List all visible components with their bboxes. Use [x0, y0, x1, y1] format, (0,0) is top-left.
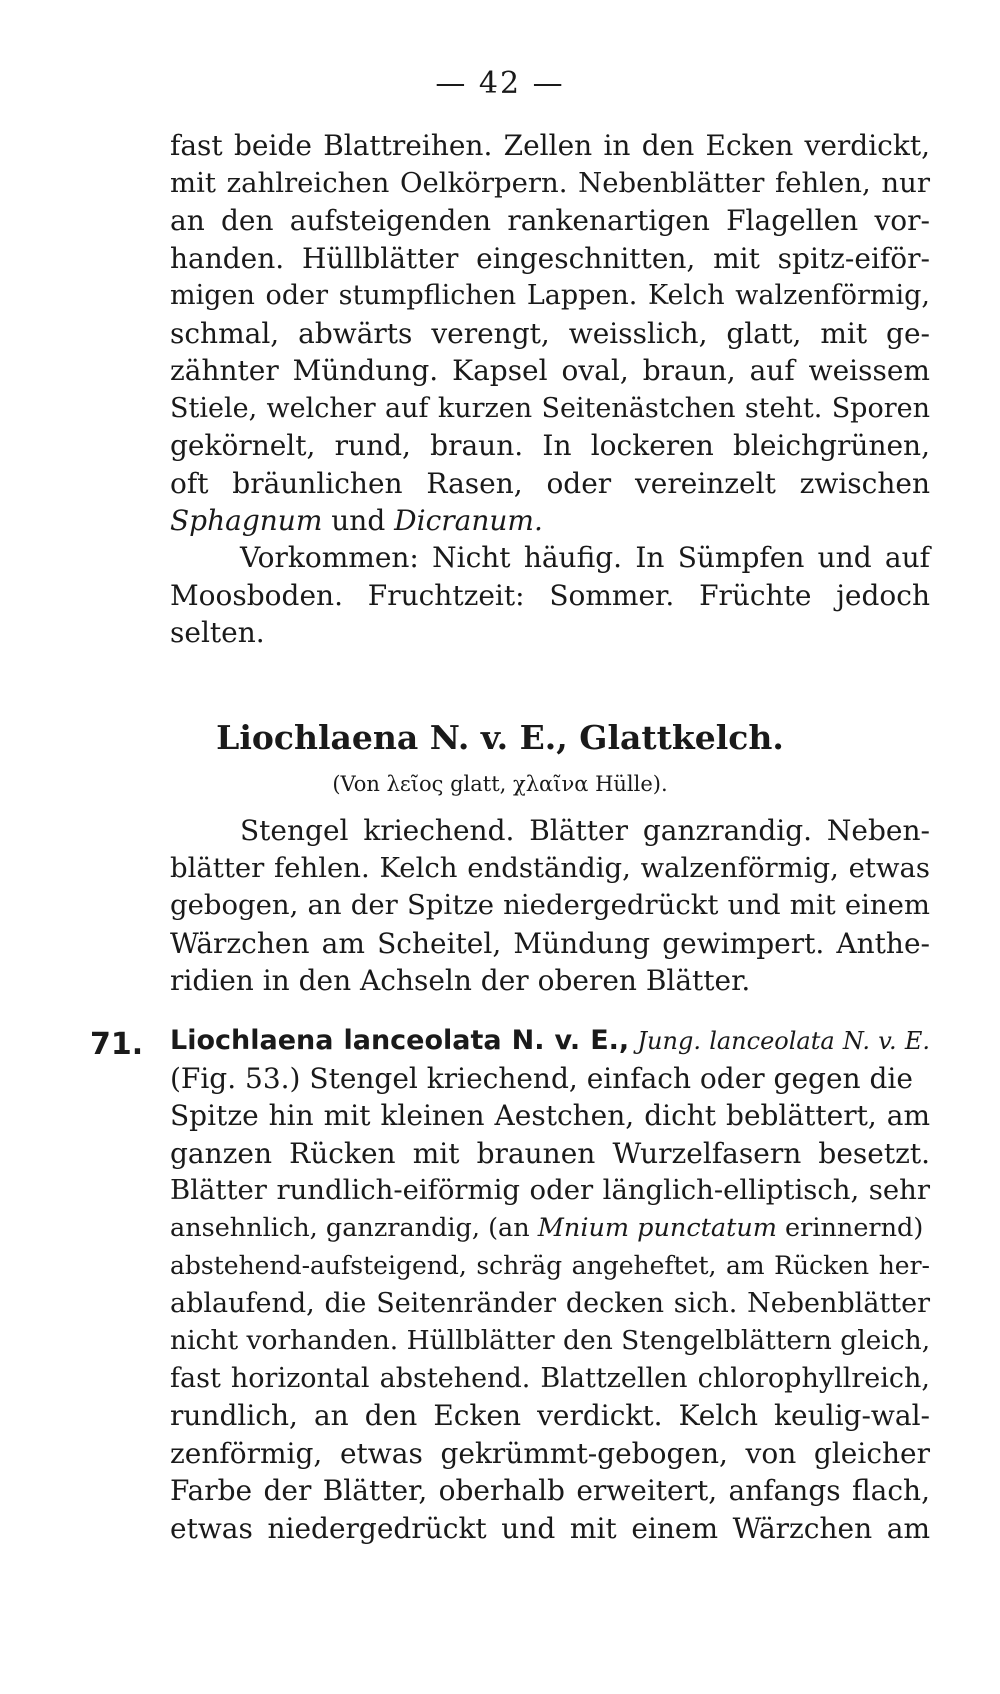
text-line — [170, 502, 930, 540]
species-entry — [170, 1022, 930, 1547]
text-line: Wärzchen am Scheitel, Mündung gewimpert. Anthe- — [170, 926, 930, 960]
text-line: selten. — [170, 616, 265, 649]
text-line: zenförmig, etwas gekrümmt-gebogen, von gleicher — [170, 1436, 930, 1470]
species-synonym: Jung. lanceolata N. v. E. — [637, 1027, 930, 1055]
text-line: mit zahlreichen Oelkörpern. Nebenblätter fehlen, nur — [170, 166, 930, 199]
text-line: Farbe der Blätter, oberhalb erweitert, anfangs flach, — [170, 1474, 930, 1507]
taxon-italic: Sphagnum — [170, 504, 323, 537]
paragraph-continuation — [170, 127, 930, 540]
text-line: Stiele, welcher auf kurzen Seitenästchen steht. Sporen — [170, 392, 930, 424]
genus-etymology: (Von λεῖος glatt, χλαῖνα Hülle). — [332, 772, 668, 796]
text-line: migen oder stumpflichen Lappen. Kelch walzenförmig, — [170, 280, 930, 311]
text-line: Vorkommen: Nicht häufig. In Sümpfen und auf — [240, 541, 930, 574]
text-line: Blätter rundlich-eiförmig oder länglich-elliptisch, sehr — [170, 1174, 930, 1206]
text-line: ablaufend, die Seitenränder decken sich. Nebenblätter — [170, 1287, 930, 1319]
species-title-line — [170, 1022, 930, 1060]
text-line: oft bräunlichen Rasen, oder vereinzelt zwischen — [170, 466, 930, 500]
text-line: an den aufsteigenden rankenartigen Flagellen vor- — [170, 204, 930, 237]
text-line: gebogen, an der Spitze niedergedrückt und mit einem — [170, 889, 930, 921]
text-line — [170, 1210, 930, 1248]
text-line: handen. Hüllblätter eingeschnitten, mit spitz-eiför- — [170, 241, 930, 275]
text-line: etwas niedergedrückt und mit einem Wärzchen am — [170, 1511, 930, 1545]
taxon-italic: Mnium punctatum — [537, 1212, 777, 1243]
figure-reference: (Fig. 53.) — [170, 1061, 301, 1095]
text-line: nicht vorhanden. Hüllblätter den Stengelblättern gleich, — [170, 1325, 931, 1356]
text-line: Moosboden. Fruchtzeit: Sommer. Früchte jedoch — [170, 578, 930, 612]
text-fragment: Stengel kriechend, einfach oder gegen die — [300, 1061, 913, 1095]
text-line: ridien in den Achseln der oberen Blätter. — [170, 964, 751, 997]
text-line: blätter fehlen. Kelch endständig, walzenförmig, etwas — [170, 851, 930, 884]
text-fragment: und — [322, 504, 395, 537]
text-line: Stengel kriechend. Blätter ganzrandig. Neben- — [240, 814, 930, 847]
text-line: ganzen Rücken mit braunen Wurzelfasern besetzt. — [170, 1136, 930, 1170]
paragraph-occurrence — [170, 539, 930, 652]
species-number: 71. — [90, 1027, 144, 1062]
text-line: fast beide Blattreihen. Zellen in den Ecken verdickt, — [170, 129, 930, 162]
text-line: zähnter Mündung. Kapsel oval, braun, auf weissem — [170, 354, 930, 387]
text-line: schmal, abwärts verengt, weisslich, glatt, mit ge- — [170, 316, 930, 350]
text-line: abstehend-aufsteigend, schräg angeheftet, am Rücken her- — [170, 1251, 930, 1280]
genus-heading: Liochlaena N. v. E., Glattkelch. — [216, 718, 784, 757]
text-line: Spitze hin mit kleinen Aestchen, dicht beblättert, am — [170, 1099, 930, 1132]
text-line: rundlich, an den Ecken verdickt. Kelch keulig-wal- — [170, 1399, 930, 1432]
text-fragment: ansehnlich, ganzrandig, (an — [170, 1212, 538, 1243]
text-line — [170, 1060, 930, 1098]
text-line: gekörnelt, rund, braun. In lockeren bleichgrünen, — [170, 429, 930, 462]
page-number: — 42 — — [435, 66, 565, 101]
taxon-italic: Dicranum. — [394, 504, 543, 537]
species-name: Liochlaena lanceolata N. v. E., — [170, 1025, 630, 1056]
text-line: fast horizontal abstehend. Blattzellen chlorophyllreich, — [170, 1362, 930, 1394]
text-fragment: erinnernd) — [776, 1212, 924, 1243]
paragraph-genus-description — [170, 812, 930, 1000]
